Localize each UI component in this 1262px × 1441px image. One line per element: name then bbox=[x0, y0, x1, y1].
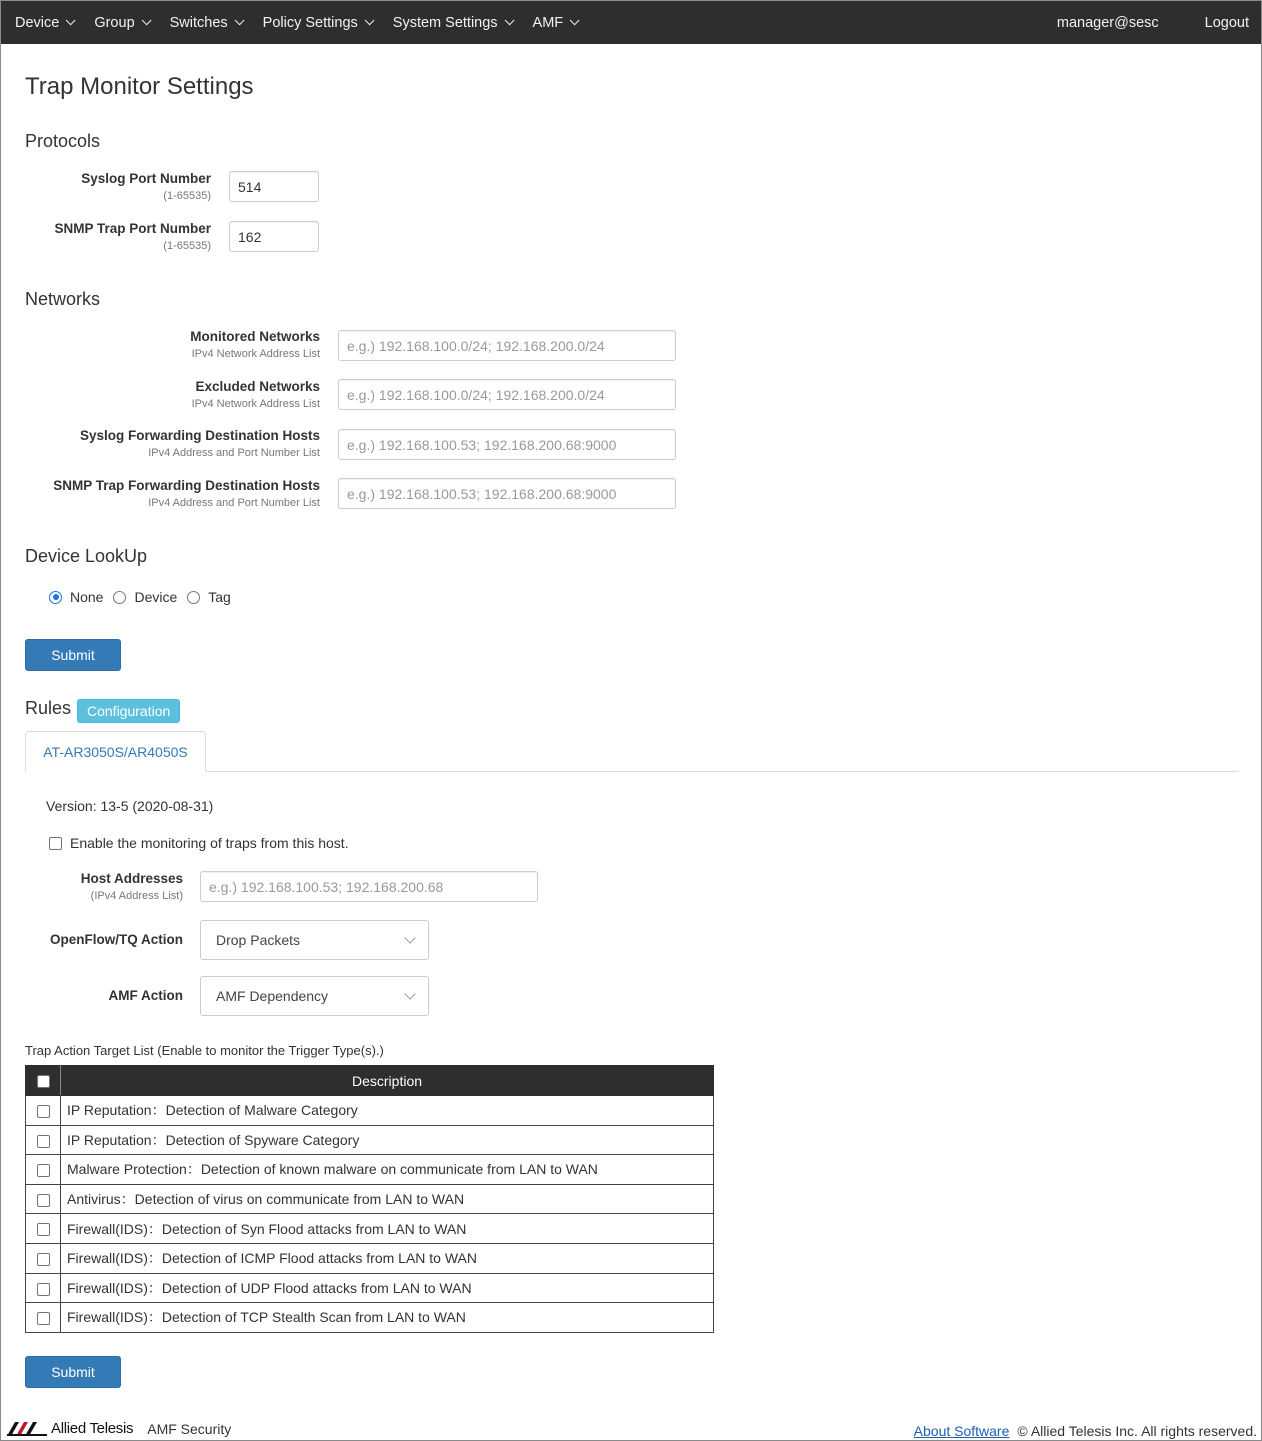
snmp-forwarding-input[interactable] bbox=[338, 478, 676, 509]
amf-action-select[interactable] bbox=[200, 976, 429, 1016]
table-row bbox=[26, 1243, 714, 1273]
current-user[interactable]: manager@sesc bbox=[1056, 14, 1159, 31]
rules-heading: Rules bbox=[25, 698, 72, 718]
radio-none-label: None bbox=[70, 589, 104, 605]
radio-tag-label: Tag bbox=[208, 589, 231, 605]
chevron-down-icon bbox=[504, 15, 514, 25]
about-software-link[interactable]: About Software bbox=[913, 1423, 1010, 1439]
nav-menu bbox=[1, 15, 598, 31]
chevron-down-icon bbox=[234, 15, 244, 25]
row-description: Firewall(IDS)：Detection of UDP Flood attacks from LAN to WAN bbox=[61, 1273, 714, 1303]
chevron-down-icon bbox=[404, 988, 415, 999]
host-addresses-input[interactable] bbox=[200, 871, 538, 902]
protocols-heading: Protocols bbox=[25, 131, 101, 151]
snmp-port-label: SNMP Trap Port Number bbox=[54, 221, 211, 236]
allied-telesis-logo-icon bbox=[7, 1422, 47, 1436]
host-addresses-label: Host Addresses bbox=[80, 871, 183, 886]
openflow-action-label: OpenFlow/TQ Action bbox=[50, 932, 183, 947]
openflow-action-select[interactable] bbox=[200, 920, 429, 960]
copyright-text: © Allied Telesis Inc. All rights reserved. bbox=[1017, 1423, 1257, 1439]
row-description: Antivirus：Detection of virus on communicate from LAN to WAN bbox=[61, 1184, 714, 1214]
openflow-action-value: Drop Packets bbox=[216, 932, 301, 948]
snmp-port-label-group bbox=[54, 221, 211, 253]
nav-amf-label: AMF bbox=[532, 14, 564, 31]
row-description: Firewall(IDS)：Detection of TCP Stealth Scan from LAN to WAN bbox=[61, 1303, 714, 1333]
table-row bbox=[26, 1303, 714, 1333]
snmp-forwarding-sub: IPv4 Address and Port Number List bbox=[148, 497, 320, 509]
excluded-networks-label: Excluded Networks bbox=[195, 379, 320, 394]
row-description: Firewall(IDS)：Detection of Syn Flood attacks from LAN to WAN bbox=[61, 1214, 714, 1244]
networks-heading: Networks bbox=[25, 289, 101, 309]
nav-user-area bbox=[1057, 15, 1261, 31]
select-all-checkbox[interactable] bbox=[37, 1075, 50, 1088]
monitored-networks-sub: IPv4 Network Address List bbox=[191, 348, 320, 360]
version-text: Version: 13-5 (2020-08-31) bbox=[46, 798, 214, 814]
device-lookup-radio-group bbox=[49, 589, 241, 605]
submit-rules-button[interactable]: Submit bbox=[25, 1356, 121, 1388]
trap-list-caption: Trap Action Target List (Enable to monitor the Trigger Type(s).) bbox=[25, 1043, 384, 1058]
monitored-networks-label: Monitored Networks bbox=[190, 329, 320, 344]
row-checkbox[interactable] bbox=[37, 1105, 50, 1118]
table-row bbox=[26, 1125, 714, 1155]
row-checkbox[interactable] bbox=[37, 1283, 50, 1296]
snmp-forwarding-label: SNMP Trap Forwarding Destination Hosts bbox=[53, 478, 320, 493]
chevron-down-icon bbox=[141, 15, 151, 25]
page-title: Trap Monitor Settings bbox=[25, 73, 254, 100]
excluded-networks-label-group bbox=[192, 379, 320, 411]
footer-brand bbox=[7, 1420, 231, 1437]
row-checkbox[interactable] bbox=[37, 1164, 50, 1177]
syslog-forwarding-input[interactable] bbox=[338, 429, 676, 460]
tabs-divider bbox=[25, 771, 1239, 772]
amf-action-label-group bbox=[109, 988, 184, 1004]
syslog-port-label: Syslog Port Number bbox=[81, 171, 211, 186]
logout-link[interactable]: Logout bbox=[1204, 14, 1249, 31]
table-header-row bbox=[26, 1066, 714, 1096]
radio-device[interactable] bbox=[113, 589, 177, 605]
nav-system-settings-label: System Settings bbox=[392, 14, 498, 31]
host-addresses-label-group bbox=[81, 871, 183, 903]
nav-switches[interactable] bbox=[170, 15, 241, 31]
row-checkbox[interactable] bbox=[37, 1135, 50, 1148]
brand-name: Allied Telesis bbox=[51, 1420, 134, 1437]
nav-amf[interactable] bbox=[533, 15, 577, 31]
host-addresses-sub: (IPv4 Address List) bbox=[90, 890, 183, 902]
enable-monitoring-label: Enable the monitoring of traps from this host. bbox=[70, 835, 349, 851]
nav-policy-settings-label: Policy Settings bbox=[262, 14, 358, 31]
syslog-forwarding-sub: IPv4 Address and Port Number List bbox=[148, 447, 320, 459]
select-all-cell bbox=[26, 1066, 61, 1096]
table-row bbox=[26, 1155, 714, 1185]
table-row bbox=[26, 1273, 714, 1303]
syslog-port-input[interactable] bbox=[229, 171, 319, 202]
syslog-port-range: (1-65535) bbox=[163, 190, 211, 202]
monitored-networks-label-group bbox=[190, 329, 320, 361]
row-description: IP Reputation：Detection of Spyware Category bbox=[61, 1125, 714, 1155]
device-lookup-heading: Device LookUp bbox=[25, 546, 148, 566]
nav-group[interactable] bbox=[94, 15, 147, 31]
nav-switches-label: Switches bbox=[169, 14, 228, 31]
nav-system-settings[interactable] bbox=[393, 15, 511, 31]
radio-checked-icon bbox=[49, 591, 62, 604]
row-checkbox[interactable] bbox=[37, 1194, 50, 1207]
nav-group-label: Group bbox=[94, 14, 135, 31]
chevron-down-icon bbox=[404, 932, 415, 943]
snmp-port-range: (1-65535) bbox=[163, 240, 211, 252]
description-header: Description bbox=[61, 1066, 714, 1096]
excluded-networks-input[interactable] bbox=[338, 379, 676, 410]
submit-settings-button[interactable]: Submit bbox=[25, 639, 121, 671]
table-row bbox=[26, 1214, 714, 1244]
tab-ar3050s-ar4050s[interactable]: AT-AR3050S/AR4050S bbox=[25, 731, 206, 772]
excluded-networks-sub: IPv4 Network Address List bbox=[191, 398, 320, 410]
row-checkbox[interactable] bbox=[37, 1253, 50, 1266]
configuration-button[interactable]: Configuration bbox=[77, 699, 180, 723]
nav-policy-settings[interactable] bbox=[263, 15, 371, 31]
row-description: Firewall(IDS)：Detection of ICMP Flood attacks from LAN to WAN bbox=[61, 1243, 714, 1273]
syslog-forwarding-label: Syslog Forwarding Destination Hosts bbox=[79, 428, 320, 443]
table-row bbox=[26, 1184, 714, 1214]
radio-tag[interactable] bbox=[187, 589, 231, 605]
syslog-forwarding-label-group bbox=[80, 428, 320, 460]
openflow-action-label-group bbox=[50, 932, 183, 948]
monitored-networks-input[interactable] bbox=[338, 330, 676, 361]
row-checkbox[interactable] bbox=[37, 1312, 50, 1325]
chevron-down-icon bbox=[66, 15, 76, 25]
radio-device-label: Device bbox=[134, 589, 178, 605]
radio-unchecked-icon bbox=[187, 591, 200, 604]
amf-action-label: AMF Action bbox=[108, 988, 183, 1003]
product-name: AMF Security bbox=[147, 1420, 232, 1437]
trap-action-table bbox=[25, 1065, 714, 1333]
footer-links bbox=[914, 1423, 1257, 1439]
row-description: Malware Protection：Detection of known malware on communicate from LAN to WAN bbox=[61, 1155, 714, 1185]
syslog-port-label-group bbox=[81, 171, 211, 203]
row-checkbox[interactable] bbox=[37, 1223, 50, 1236]
amf-action-value: AMF Dependency bbox=[216, 988, 329, 1004]
chevron-down-icon bbox=[364, 15, 374, 25]
row-description: IP Reputation：Detection of Malware Category bbox=[61, 1096, 714, 1126]
nav-device[interactable] bbox=[15, 15, 72, 31]
enable-monitoring-checkbox[interactable] bbox=[49, 835, 349, 851]
chevron-down-icon bbox=[570, 15, 580, 25]
nav-device-label: Device bbox=[15, 14, 60, 31]
table-row bbox=[26, 1096, 714, 1126]
snmp-port-input[interactable] bbox=[229, 221, 319, 252]
top-navbar bbox=[1, 1, 1261, 44]
snmp-forwarding-label-group bbox=[53, 478, 320, 510]
radio-none[interactable] bbox=[49, 589, 103, 605]
checkbox-icon bbox=[49, 837, 62, 850]
radio-unchecked-icon bbox=[113, 591, 126, 604]
